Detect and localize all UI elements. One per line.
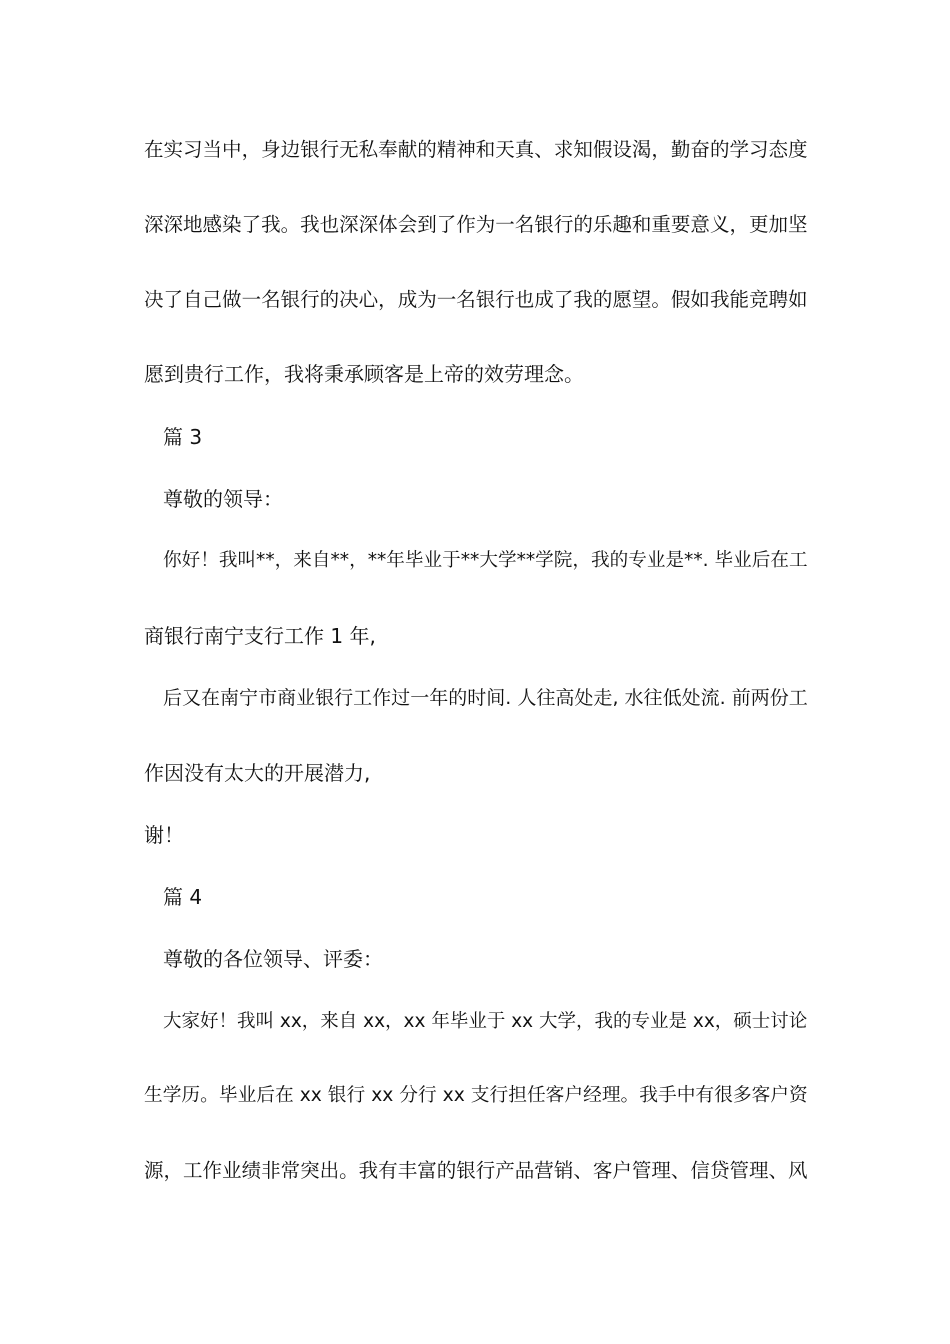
paragraph-line: 深深地感染了我。我也深深体会到了作为一名银行的乐趣和重要意义，更加坚	[144, 213, 808, 236]
section-heading: 篇 4	[163, 885, 203, 909]
paragraph-line: 谢！	[144, 823, 184, 847]
section-heading: 篇 3	[163, 425, 203, 449]
paragraph-line: 生学历。毕业后在 xx 银行 xx 分行 xx 支行担任客户经理。我手中有很多客户资	[144, 1085, 808, 1106]
paragraph-line: 愿到贵行工作，我将秉承顾客是上帝的效劳理念。	[144, 362, 584, 386]
paragraph-line: 商银行南宁支行工作 1 年,	[144, 624, 376, 648]
paragraph-line: 在实习当中，身边银行无私奉献的精神和天真、求知假设渴，勤奋的学习态度	[144, 138, 808, 161]
paragraph-line: 后又在南宁市商业银行工作过一年的时间. 人往高处走, 水往低处流. 前两份工	[163, 687, 808, 709]
paragraph-line: 源，工作业绩非常突出。我有丰富的银行产品营销、客户管理、信贷管理、风	[144, 1159, 808, 1182]
paragraph-line: 决了自己做一名银行的决心，成为一名银行也成了我的愿望。假如我能竞聘如	[144, 288, 808, 311]
paragraph-line: 你好！我叫**，来自**，**年毕业于**大学**学院，我的专业是**. 毕业后在工	[163, 550, 808, 571]
salutation: 尊敬的领导：	[163, 487, 283, 511]
paragraph-line: 大家好！我叫 xx，来自 xx，xx 年毕业于 xx 大学，我的专业是 xx，硕士讨论	[163, 1011, 808, 1032]
paragraph-line: 作因没有太大的开展潜力,	[144, 761, 371, 785]
salutation: 尊敬的各位领导、评委：	[163, 947, 383, 971]
